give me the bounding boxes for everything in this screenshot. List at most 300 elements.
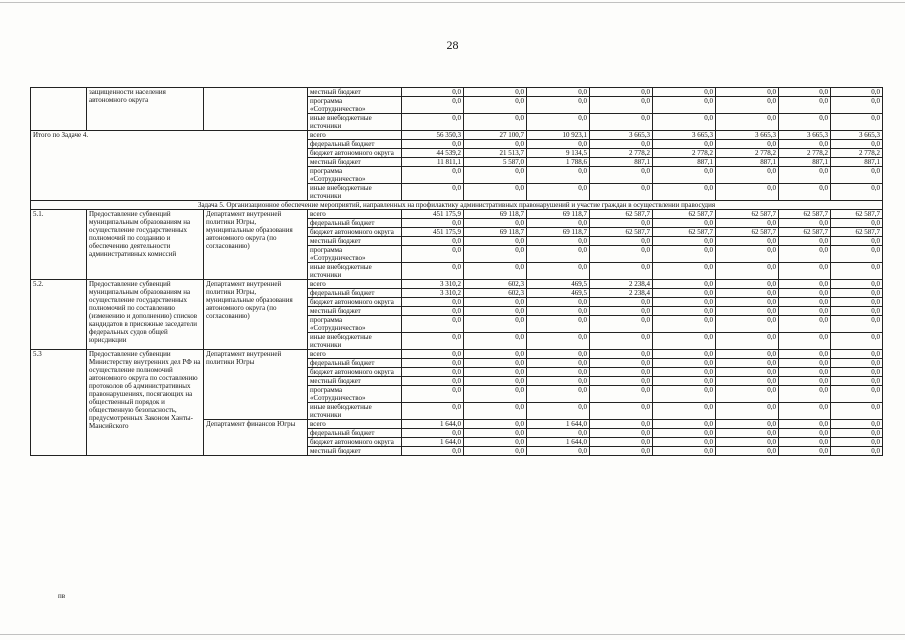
amount-cell: 0,0: [716, 219, 779, 228]
amount-cell: 0,0: [527, 447, 590, 456]
amount-cell: 0,0: [527, 97, 590, 114]
amount-cell: 0,0: [831, 350, 883, 359]
amount-cell: 2 778,2: [716, 149, 779, 158]
amount-cell: 1 644,0: [527, 438, 590, 447]
amount-cell: 3 310,2: [402, 280, 464, 289]
amount-cell: 0,0: [831, 403, 883, 420]
amount-cell: 0,0: [464, 246, 527, 263]
amount-cell: 0,0: [402, 386, 464, 403]
amount-cell: 0,0: [590, 97, 653, 114]
amount-cell: 0,0: [527, 184, 590, 201]
text-cell: иные внебюджетные источники: [308, 114, 402, 131]
amount-cell: 0,0: [831, 140, 883, 149]
text-cell: бюджет автономного округа: [308, 438, 402, 447]
amount-cell: 0,0: [831, 377, 883, 386]
amount-cell: 0,0: [653, 333, 716, 350]
amount-cell: 0,0: [402, 246, 464, 263]
text-cell: федеральный бюджет: [308, 289, 402, 298]
amount-cell: 0,0: [716, 289, 779, 298]
amount-cell: 0,0: [716, 403, 779, 420]
amount-cell: 0,0: [716, 88, 779, 97]
amount-cell: 0,0: [527, 114, 590, 131]
amount-cell: 0,0: [831, 447, 883, 456]
amount-cell: 69 118,7: [527, 210, 590, 219]
text-cell: 5.1.: [31, 210, 87, 280]
amount-cell: 0,0: [831, 263, 883, 280]
text-cell: всего: [308, 210, 402, 219]
amount-cell: 2 778,2: [831, 149, 883, 158]
amount-cell: 0,0: [831, 316, 883, 333]
amount-cell: 3 665,3: [831, 131, 883, 140]
amount-cell: 0,0: [527, 140, 590, 149]
budget-table: [30, 87, 883, 456]
text-cell: Предоставление субвенций муниципальным образованиям на осуществление государственных полномочий по созданию и обеспечению деятельности административных комиссий: [87, 210, 204, 280]
text-cell: 5.3: [31, 350, 87, 456]
amount-cell: 0,0: [590, 219, 653, 228]
amount-cell: 0,0: [653, 167, 716, 184]
amount-cell: 0,0: [402, 377, 464, 386]
amount-cell: 0,0: [464, 114, 527, 131]
amount-cell: 0,0: [402, 219, 464, 228]
amount-cell: 0,0: [402, 298, 464, 307]
amount-cell: 0,0: [464, 447, 527, 456]
text-cell: иные внебюджетные источники: [308, 263, 402, 280]
amount-cell: 0,0: [716, 184, 779, 201]
amount-cell: 0,0: [653, 386, 716, 403]
amount-cell: 0,0: [653, 429, 716, 438]
amount-cell: 0,0: [653, 246, 716, 263]
amount-cell: 0,0: [464, 298, 527, 307]
amount-cell: 0,0: [779, 88, 831, 97]
amount-cell: 0,0: [464, 237, 527, 246]
text-cell: Департамент внутренней политики Югры: [204, 350, 308, 420]
amount-cell: 0,0: [831, 359, 883, 368]
text-cell: местный бюджет: [308, 447, 402, 456]
amount-cell: 451 175,9: [402, 228, 464, 237]
table-row: [31, 131, 883, 140]
amount-cell: 0,0: [779, 307, 831, 316]
amount-cell: 0,0: [653, 97, 716, 114]
amount-cell: 0,0: [402, 429, 464, 438]
amount-cell: 0,0: [402, 237, 464, 246]
amount-cell: 62 587,7: [590, 210, 653, 219]
amount-cell: 0,0: [464, 429, 527, 438]
amount-cell: 0,0: [402, 140, 464, 149]
text-cell: всего: [308, 420, 402, 429]
amount-cell: 0,0: [779, 219, 831, 228]
amount-cell: 0,0: [464, 316, 527, 333]
amount-cell: 0,0: [779, 447, 831, 456]
amount-cell: 0,0: [590, 333, 653, 350]
text-cell: федеральный бюджет: [308, 140, 402, 149]
amount-cell: 0,0: [831, 429, 883, 438]
text-cell: защищенности населения автономного округа: [87, 88, 204, 131]
text-cell: программа «Сотрудничество»: [308, 316, 402, 333]
amount-cell: 0,0: [653, 350, 716, 359]
amount-cell: 0,0: [779, 368, 831, 377]
amount-cell: 10 923,1: [527, 131, 590, 140]
text-cell: Департамент внутренней политики Югры, муниципальные образования автономного округа (по согласованию): [204, 210, 308, 280]
amount-cell: 3 310,2: [402, 289, 464, 298]
amount-cell: 0,0: [527, 219, 590, 228]
amount-cell: 0,0: [590, 298, 653, 307]
amount-cell: 0,0: [402, 359, 464, 368]
amount-cell: 0,0: [527, 403, 590, 420]
amount-cell: 0,0: [590, 167, 653, 184]
amount-cell: 0,0: [590, 350, 653, 359]
amount-cell: 21 513,7: [464, 149, 527, 158]
amount-cell: 0,0: [653, 289, 716, 298]
amount-cell: 1 644,0: [402, 420, 464, 429]
amount-cell: 62 587,7: [716, 210, 779, 219]
amount-cell: 69 118,7: [527, 228, 590, 237]
amount-cell: 0,0: [716, 140, 779, 149]
amount-cell: 0,0: [779, 280, 831, 289]
text-cell: бюджет автономного округа: [308, 298, 402, 307]
amount-cell: 469,5: [527, 289, 590, 298]
text-cell: Департамент финансов Югры: [204, 420, 308, 456]
amount-cell: 0,0: [402, 88, 464, 97]
text-cell: 5.2.: [31, 280, 87, 350]
amount-cell: 0,0: [779, 350, 831, 359]
amount-cell: 0,0: [653, 307, 716, 316]
amount-cell: 0,0: [527, 246, 590, 263]
text-cell: иные внебюджетные источники: [308, 184, 402, 201]
amount-cell: 44 539,2: [402, 149, 464, 158]
amount-cell: 62 587,7: [716, 228, 779, 237]
amount-cell: 0,0: [653, 114, 716, 131]
text-cell: федеральный бюджет: [308, 359, 402, 368]
text-cell: программа «Сотрудничество»: [308, 167, 402, 184]
amount-cell: 0,0: [402, 350, 464, 359]
amount-cell: 0,0: [590, 368, 653, 377]
amount-cell: 3 665,3: [716, 131, 779, 140]
amount-cell: 0,0: [653, 298, 716, 307]
text-cell: [31, 88, 87, 131]
amount-cell: 0,0: [653, 263, 716, 280]
amount-cell: 0,0: [831, 298, 883, 307]
text-cell: Предоставление субвенций муниципальным образованиям на осуществление государственных полномочий по составлению (изменению и дополнению) списков кандидатов в присяжные заседатели федеральных судов общей юрисдикции: [87, 280, 204, 350]
amount-cell: 0,0: [716, 447, 779, 456]
amount-cell: 0,0: [831, 246, 883, 263]
amount-cell: 887,1: [590, 158, 653, 167]
amount-cell: 0,0: [464, 167, 527, 184]
text-cell: иные внебюджетные источники: [308, 333, 402, 350]
amount-cell: 0,0: [716, 350, 779, 359]
amount-cell: 0,0: [402, 368, 464, 377]
amount-cell: 0,0: [653, 377, 716, 386]
amount-cell: 0,0: [653, 368, 716, 377]
amount-cell: 0,0: [402, 184, 464, 201]
amount-cell: 0,0: [590, 377, 653, 386]
amount-cell: 0,0: [716, 438, 779, 447]
amount-cell: 0,0: [831, 333, 883, 350]
amount-cell: 11 811,1: [402, 158, 464, 167]
text-cell: программа «Сотрудничество»: [308, 246, 402, 263]
amount-cell: 0,0: [590, 447, 653, 456]
amount-cell: 0,0: [590, 88, 653, 97]
amount-cell: 2 238,4: [590, 289, 653, 298]
amount-cell: 5 587,0: [464, 158, 527, 167]
amount-cell: 0,0: [831, 219, 883, 228]
amount-cell: 0,0: [590, 438, 653, 447]
amount-cell: 0,0: [779, 403, 831, 420]
amount-cell: 0,0: [527, 386, 590, 403]
amount-cell: 0,0: [590, 307, 653, 316]
amount-cell: 0,0: [402, 97, 464, 114]
amount-cell: 887,1: [716, 158, 779, 167]
amount-cell: 62 587,7: [831, 210, 883, 219]
amount-cell: 69 118,7: [464, 210, 527, 219]
text-cell: местный бюджет: [308, 307, 402, 316]
amount-cell: 0,0: [527, 316, 590, 333]
amount-cell: 0,0: [779, 263, 831, 280]
amount-cell: 0,0: [779, 359, 831, 368]
amount-cell: 0,0: [716, 263, 779, 280]
amount-cell: 0,0: [527, 377, 590, 386]
text-cell: местный бюджет: [308, 88, 402, 97]
text-cell: местный бюджет: [308, 377, 402, 386]
amount-cell: 9 134,5: [527, 149, 590, 158]
amount-cell: 0,0: [716, 114, 779, 131]
amount-cell: 0,0: [653, 420, 716, 429]
amount-cell: 0,0: [464, 184, 527, 201]
amount-cell: 0,0: [402, 307, 464, 316]
amount-cell: 2 238,4: [590, 280, 653, 289]
amount-cell: 0,0: [779, 298, 831, 307]
amount-cell: 0,0: [527, 368, 590, 377]
amount-cell: 0,0: [464, 333, 527, 350]
budget-table-body: [31, 88, 883, 456]
amount-cell: 0,0: [716, 97, 779, 114]
amount-cell: 0,0: [653, 237, 716, 246]
amount-cell: 0,0: [527, 333, 590, 350]
amount-cell: 0,0: [464, 377, 527, 386]
amount-cell: 0,0: [716, 333, 779, 350]
amount-cell: 0,0: [527, 359, 590, 368]
text-cell: программа «Сотрудничество»: [308, 386, 402, 403]
amount-cell: 0,0: [831, 368, 883, 377]
amount-cell: 0,0: [402, 447, 464, 456]
amount-cell: 0,0: [402, 316, 464, 333]
amount-cell: 0,0: [527, 263, 590, 280]
amount-cell: 0,0: [716, 420, 779, 429]
amount-cell: 0,0: [590, 359, 653, 368]
amount-cell: 2 778,2: [590, 149, 653, 158]
amount-cell: 0,0: [464, 368, 527, 377]
amount-cell: 0,0: [653, 88, 716, 97]
amount-cell: 2 778,2: [653, 149, 716, 158]
amount-cell: 0,0: [527, 298, 590, 307]
text-cell: Предоставление субвенции Министерству внутренних дел РФ на осуществление полномочий автономного округа по составлению протоколов об административных правонарушениях, посягающих на общественный порядок и общественную безопасность, предусмотренных Законом Ханты-Мансийского: [87, 350, 204, 456]
amount-cell: 0,0: [779, 97, 831, 114]
amount-cell: 0,0: [464, 350, 527, 359]
amount-cell: 0,0: [590, 140, 653, 149]
amount-cell: 0,0: [831, 88, 883, 97]
amount-cell: 0,0: [527, 237, 590, 246]
amount-cell: 0,0: [831, 97, 883, 114]
amount-cell: 0,0: [831, 386, 883, 403]
amount-cell: 3 665,3: [653, 131, 716, 140]
amount-cell: 887,1: [653, 158, 716, 167]
amount-cell: 62 587,7: [779, 228, 831, 237]
amount-cell: 0,0: [653, 184, 716, 201]
amount-cell: 0,0: [779, 140, 831, 149]
amount-cell: 0,0: [590, 114, 653, 131]
amount-cell: 0,0: [779, 237, 831, 246]
amount-cell: 0,0: [716, 359, 779, 368]
scan-edge-bottom: [0, 634, 905, 635]
amount-cell: 62 587,7: [779, 210, 831, 219]
amount-cell: 0,0: [527, 429, 590, 438]
amount-cell: 0,0: [653, 140, 716, 149]
amount-cell: 0,0: [464, 386, 527, 403]
amount-cell: 0,0: [653, 403, 716, 420]
amount-cell: 0,0: [590, 429, 653, 438]
amount-cell: 0,0: [779, 167, 831, 184]
amount-cell: 0,0: [590, 316, 653, 333]
amount-cell: 887,1: [779, 158, 831, 167]
text-cell: бюджет автономного округа: [308, 228, 402, 237]
amount-cell: 0,0: [590, 184, 653, 201]
amount-cell: 0,0: [527, 350, 590, 359]
text-cell: бюджет автономного округа: [308, 149, 402, 158]
amount-cell: 0,0: [779, 316, 831, 333]
amount-cell: 0,0: [464, 307, 527, 316]
amount-cell: 0,0: [779, 429, 831, 438]
amount-cell: 0,0: [590, 246, 653, 263]
amount-cell: 0,0: [464, 219, 527, 228]
amount-cell: 0,0: [779, 386, 831, 403]
amount-cell: 0,0: [527, 307, 590, 316]
amount-cell: 0,0: [716, 237, 779, 246]
amount-cell: 62 587,7: [831, 228, 883, 237]
amount-cell: 0,0: [779, 246, 831, 263]
amount-cell: 56 350,3: [402, 131, 464, 140]
amount-cell: 0,0: [653, 316, 716, 333]
amount-cell: 0,0: [402, 333, 464, 350]
amount-cell: 0,0: [527, 167, 590, 184]
amount-cell: 0,0: [464, 140, 527, 149]
amount-cell: 0,0: [779, 438, 831, 447]
amount-cell: 0,0: [653, 359, 716, 368]
amount-cell: 0,0: [831, 438, 883, 447]
amount-cell: 1 788,6: [527, 158, 590, 167]
amount-cell: 0,0: [716, 307, 779, 316]
task-header-row: [31, 201, 883, 210]
text-cell: всего: [308, 350, 402, 359]
amount-cell: 0,0: [779, 377, 831, 386]
amount-cell: 69 118,7: [464, 228, 527, 237]
amount-cell: 0,0: [653, 438, 716, 447]
scan-edge-top: [0, 2, 905, 3]
text-cell: федеральный бюджет: [308, 219, 402, 228]
amount-cell: 2 778,2: [779, 149, 831, 158]
amount-cell: 602,3: [464, 289, 527, 298]
amount-cell: 0,0: [716, 316, 779, 333]
amount-cell: 0,0: [716, 377, 779, 386]
amount-cell: 0,0: [464, 359, 527, 368]
amount-cell: 0,0: [716, 368, 779, 377]
amount-cell: 0,0: [831, 237, 883, 246]
amount-cell: 0,0: [402, 263, 464, 280]
text-cell: местный бюджет: [308, 158, 402, 167]
amount-cell: 0,0: [590, 386, 653, 403]
text-cell: Департамент внутренней политики Югры, муниципальные образования автономного округа (по согласованию): [204, 280, 308, 350]
amount-cell: 887,1: [831, 158, 883, 167]
text-cell: [204, 88, 308, 131]
page-number: 28: [446, 38, 459, 52]
amount-cell: 602,3: [464, 280, 527, 289]
amount-cell: 0,0: [779, 420, 831, 429]
table-row: [31, 210, 883, 219]
amount-cell: 0,0: [590, 420, 653, 429]
table-row: [31, 350, 883, 359]
text-cell: всего: [308, 131, 402, 140]
amount-cell: 0,0: [464, 438, 527, 447]
text-cell: всего: [308, 280, 402, 289]
amount-cell: 0,0: [716, 386, 779, 403]
amount-cell: 0,0: [779, 333, 831, 350]
amount-cell: 0,0: [779, 114, 831, 131]
amount-cell: 0,0: [831, 184, 883, 201]
amount-cell: 0,0: [464, 403, 527, 420]
amount-cell: 3 665,3: [779, 131, 831, 140]
amount-cell: 0,0: [779, 289, 831, 298]
amount-cell: 0,0: [716, 429, 779, 438]
amount-cell: 0,0: [831, 307, 883, 316]
amount-cell: 0,0: [464, 97, 527, 114]
amount-cell: 0,0: [402, 114, 464, 131]
text-cell: Итого по Задаче 4.: [31, 131, 308, 201]
amount-cell: 0,0: [527, 88, 590, 97]
amount-cell: 0,0: [590, 237, 653, 246]
footer-code: пв: [58, 592, 66, 600]
table-row: [31, 88, 883, 97]
amount-cell: 0,0: [402, 167, 464, 184]
amount-cell: 0,0: [779, 184, 831, 201]
amount-cell: 0,0: [402, 403, 464, 420]
text-cell: программа «Сотрудничество»: [308, 97, 402, 114]
amount-cell: 27 100,7: [464, 131, 527, 140]
amount-cell: 0,0: [590, 263, 653, 280]
amount-cell: 62 587,7: [590, 228, 653, 237]
amount-cell: 0,0: [831, 280, 883, 289]
text-cell: иные внебюджетные источники: [308, 403, 402, 420]
amount-cell: 0,0: [653, 280, 716, 289]
text-cell: бюджет автономного округа: [308, 368, 402, 377]
amount-cell: 0,0: [831, 420, 883, 429]
amount-cell: 0,0: [716, 246, 779, 263]
amount-cell: 0,0: [831, 289, 883, 298]
amount-cell: 0,0: [464, 420, 527, 429]
amount-cell: 0,0: [716, 298, 779, 307]
amount-cell: 1 644,0: [402, 438, 464, 447]
amount-cell: 0,0: [831, 167, 883, 184]
amount-cell: 1 644,0: [527, 420, 590, 429]
amount-cell: 0,0: [464, 88, 527, 97]
amount-cell: 0,0: [716, 280, 779, 289]
amount-cell: 3 665,3: [590, 131, 653, 140]
table-row: [31, 280, 883, 289]
amount-cell: 0,0: [653, 219, 716, 228]
amount-cell: 0,0: [653, 447, 716, 456]
task-heading: Задача 5. Организационное обеспечение мероприятий, направленных на профилактику административных правонарушений и участие граждан в осуществлении правосудия: [31, 201, 883, 210]
amount-cell: 0,0: [590, 403, 653, 420]
amount-cell: 0,0: [831, 114, 883, 131]
amount-cell: 62 587,7: [653, 228, 716, 237]
amount-cell: 469,5: [527, 280, 590, 289]
